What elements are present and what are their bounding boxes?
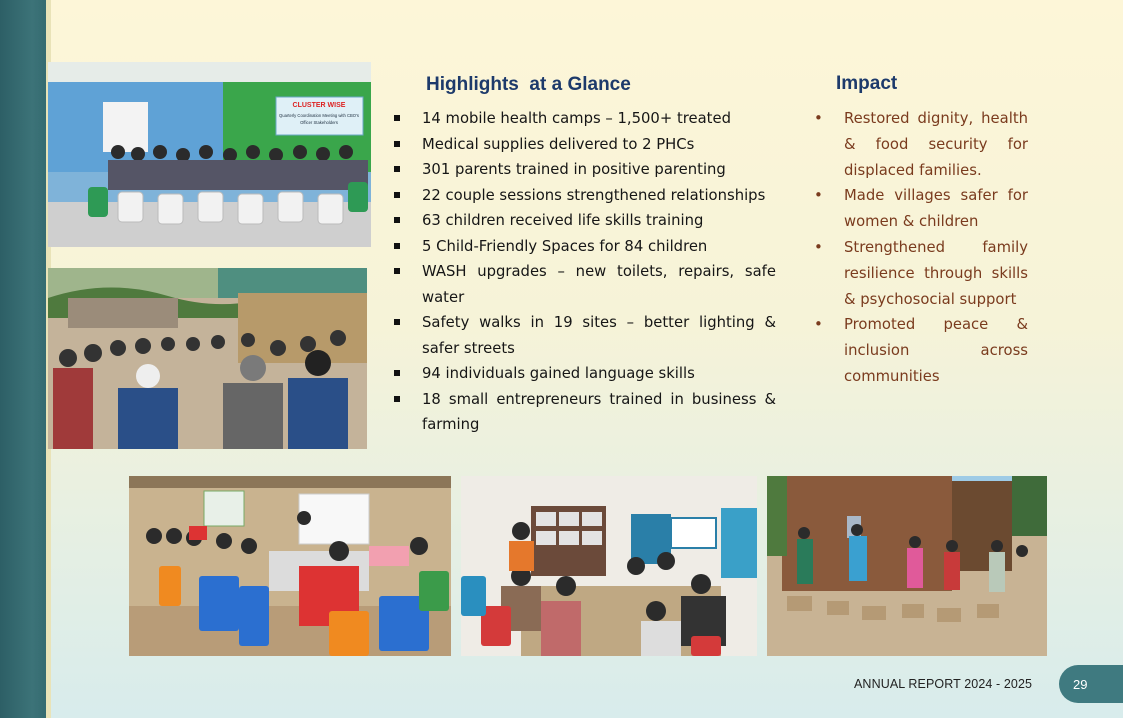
photo-village-distribution (767, 476, 1047, 656)
highlight-item: 63 children received life skills training (392, 208, 776, 234)
highlight-item: 14 mobile health camps – 1,500+ treated (392, 106, 776, 132)
impact-item: • Made villages safer for women & children (814, 183, 1028, 235)
banner-subtitle-2: Officer Stakeholders (300, 120, 338, 125)
left-side-bar (0, 0, 46, 718)
highlight-item: 301 parents trained in positive parenting (392, 157, 776, 183)
photo-community-meeting (48, 62, 371, 247)
banner-title: CLUSTER WISE (292, 102, 346, 109)
highlight-item: 5 Child-Friendly Spaces for 84 children (392, 234, 776, 260)
page-number-badge: 29 (1059, 665, 1123, 703)
impact-item: • Strengthened family resilience through skills & psychosocial support (814, 235, 1028, 312)
impact-item: • Restored dignity, health & food security for displaced families. (814, 106, 1028, 183)
highlight-item: Medical supplies delivered to 2 PHCs (392, 132, 776, 158)
photo-office-meeting (461, 476, 757, 656)
impact-item: • Promoted peace & inclusion across communities (814, 312, 1028, 389)
highlight-item: 22 couple sessions strengthened relationships (392, 183, 776, 209)
highlight-item: WASH upgrades – new toilets, repairs, safe water (392, 259, 776, 310)
highlights-title: Highlights at a Glance (426, 74, 631, 95)
footer-report-label: ANNUAL REPORT 2024 - 2025 (854, 677, 1033, 691)
highlight-item: Safety walks in 19 sites – better lighting & safer streets (392, 310, 776, 361)
banner-subtitle: Quarterly Coordination Meeting with CBO's (279, 113, 359, 118)
impact-title: Impact (836, 73, 898, 94)
highlight-item: 18 small entrepreneurs trained in business & farming (392, 387, 776, 438)
photo-outdoor-gathering (48, 268, 367, 449)
photo-classroom-training (129, 476, 451, 656)
impact-list (814, 106, 1028, 390)
highlight-item: 94 individuals gained language skills (392, 361, 776, 387)
highlights-list (392, 106, 776, 438)
